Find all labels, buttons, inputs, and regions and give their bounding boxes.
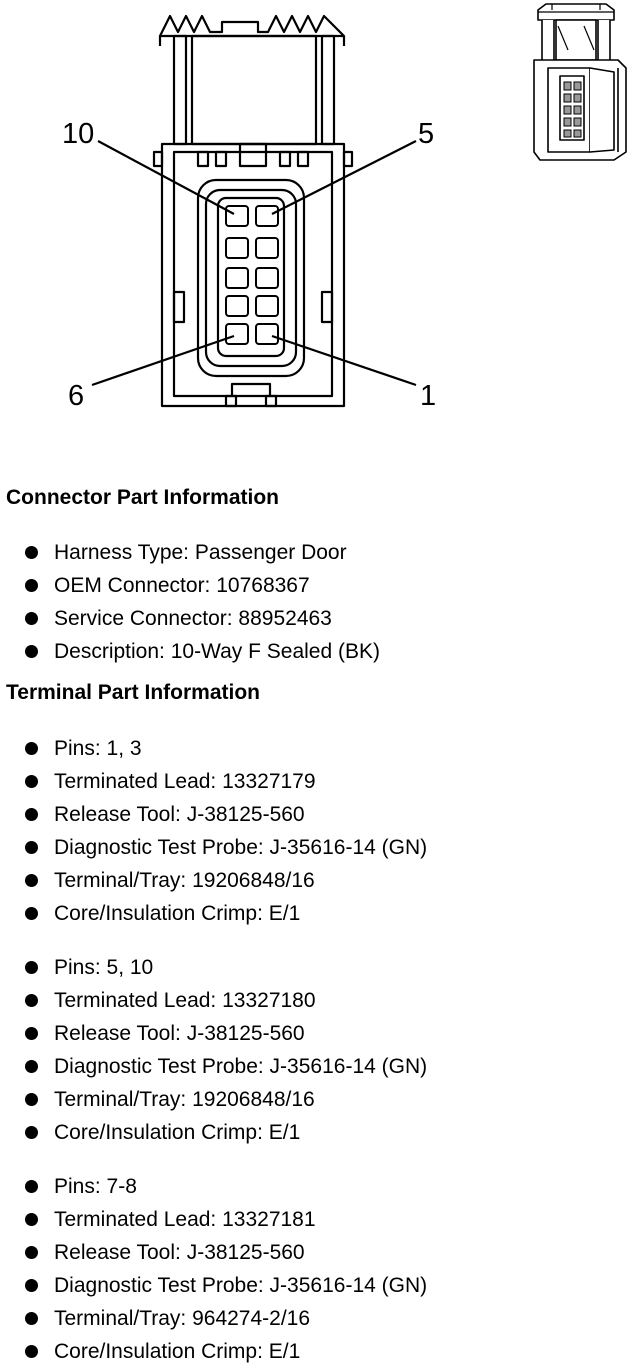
bullet-icon <box>25 1060 38 1073</box>
core-insulation-crimp: Core/Insulation Crimp: E/1 <box>54 902 301 925</box>
pin-label-5: 5 <box>418 118 435 150</box>
bullet-icon <box>25 1213 38 1226</box>
cavity-1 <box>256 324 278 344</box>
bullet-icon <box>25 579 38 592</box>
core-insulation-crimp: Core/Insulation Crimp: E/1 <box>54 1340 301 1363</box>
cavity-5 <box>256 206 278 226</box>
pin-label-10: 10 <box>62 118 95 150</box>
bullet-icon <box>25 1126 38 1139</box>
bullet-icon <box>25 645 38 658</box>
list-item <box>0 765 427 798</box>
terminal-tray: Terminal/Tray: 19206848/16 <box>54 1088 315 1111</box>
latch-arm-left <box>174 36 186 144</box>
service-connector: Service Connector: 88952463 <box>54 607 332 630</box>
connector-face-diagram <box>0 0 500 420</box>
bullet-icon <box>25 1093 38 1106</box>
bullet-icon <box>25 1180 38 1193</box>
list-item <box>0 798 427 831</box>
list-item <box>0 1170 427 1203</box>
terminated-lead: Terminated Lead: 13327179 <box>54 770 316 793</box>
latch-body <box>192 36 316 144</box>
bullet-icon <box>25 907 38 920</box>
list-item <box>0 1335 427 1368</box>
bullet-icon <box>25 546 38 559</box>
list-item <box>0 635 380 668</box>
description: Description: 10-Way F Sealed (BK) <box>54 640 381 663</box>
bullet-icon <box>25 961 38 974</box>
list-item <box>0 602 380 635</box>
cavity-9 <box>226 238 248 258</box>
bullet-icon <box>25 994 38 1007</box>
release-tool: Release Tool: J-38125-560 <box>54 803 305 826</box>
cavity-8 <box>226 268 248 288</box>
list-item <box>0 984 427 1017</box>
list-item <box>0 1083 427 1116</box>
pins: Pins: 5, 10 <box>54 956 154 979</box>
terminal-cavity-grid <box>226 206 278 344</box>
list-item <box>0 1269 427 1302</box>
list-item <box>0 1116 427 1149</box>
diagnostic-test-probe: Diagnostic Test Probe: J-35616-14 (GN) <box>54 1055 428 1078</box>
terminated-lead: Terminated Lead: 13327181 <box>54 1208 316 1231</box>
connector-info-title: Connector Part Information <box>6 486 280 509</box>
diagnostic-test-probe: Diagnostic Test Probe: J-35616-14 (GN) <box>54 1274 428 1297</box>
terminal-group-2 <box>0 951 427 1149</box>
terminal-tray: Terminal/Tray: 964274-2/16 <box>54 1307 311 1330</box>
terminated-lead: Terminated Lead: 13327180 <box>54 989 316 1012</box>
list-item <box>0 831 427 864</box>
list-item <box>0 1302 427 1335</box>
connector-latch <box>160 16 344 36</box>
bullet-icon <box>25 742 38 755</box>
bullet-icon <box>25 612 38 625</box>
list-item <box>0 536 380 569</box>
bullet-icon <box>25 808 38 821</box>
bullet-icon <box>25 1312 38 1325</box>
pin-label-1: 1 <box>420 380 437 412</box>
oem-connector: OEM Connector: 10768367 <box>54 574 310 597</box>
diagnostic-test-probe: Diagnostic Test Probe: J-35616-14 (GN) <box>54 836 428 859</box>
list-item <box>0 1017 427 1050</box>
release-tool: Release Tool: J-38125-560 <box>54 1022 305 1045</box>
pin-label-6: 6 <box>68 380 85 412</box>
cavity-4 <box>256 238 278 258</box>
cavity-7 <box>226 296 248 316</box>
pins: Pins: 7-8 <box>54 1175 137 1198</box>
bullet-icon <box>25 841 38 854</box>
terminal-info-title: Terminal Part Information <box>6 681 260 704</box>
list-item <box>0 569 380 602</box>
list-item <box>0 1236 427 1269</box>
list-item <box>0 864 427 897</box>
bullet-icon <box>25 1246 38 1259</box>
release-tool: Release Tool: J-38125-560 <box>54 1241 305 1264</box>
bullet-icon <box>25 1027 38 1040</box>
terminal-group-1 <box>0 732 427 930</box>
connector-info-list <box>0 536 380 668</box>
connector-thumbnail <box>528 2 632 164</box>
list-item <box>0 951 427 984</box>
bullet-icon <box>25 1345 38 1358</box>
cavity-2 <box>256 296 278 316</box>
cavity-10 <box>226 206 248 226</box>
list-item <box>0 1203 427 1236</box>
cavity-6 <box>226 324 248 344</box>
terminal-group-3 <box>0 1170 427 1368</box>
core-insulation-crimp: Core/Insulation Crimp: E/1 <box>54 1121 301 1144</box>
cavity-3 <box>256 268 278 288</box>
list-item <box>0 897 427 930</box>
bullet-icon <box>25 874 38 887</box>
latch-arm-right <box>322 36 334 144</box>
terminal-tray: Terminal/Tray: 19206848/16 <box>54 869 315 892</box>
list-item <box>0 1050 427 1083</box>
list-item <box>0 732 427 765</box>
harness-type: Harness Type: Passenger Door <box>54 541 347 564</box>
pins: Pins: 1, 3 <box>54 737 142 760</box>
cavity-seal <box>198 180 304 376</box>
bullet-icon <box>25 1279 38 1292</box>
bullet-icon <box>25 775 38 788</box>
